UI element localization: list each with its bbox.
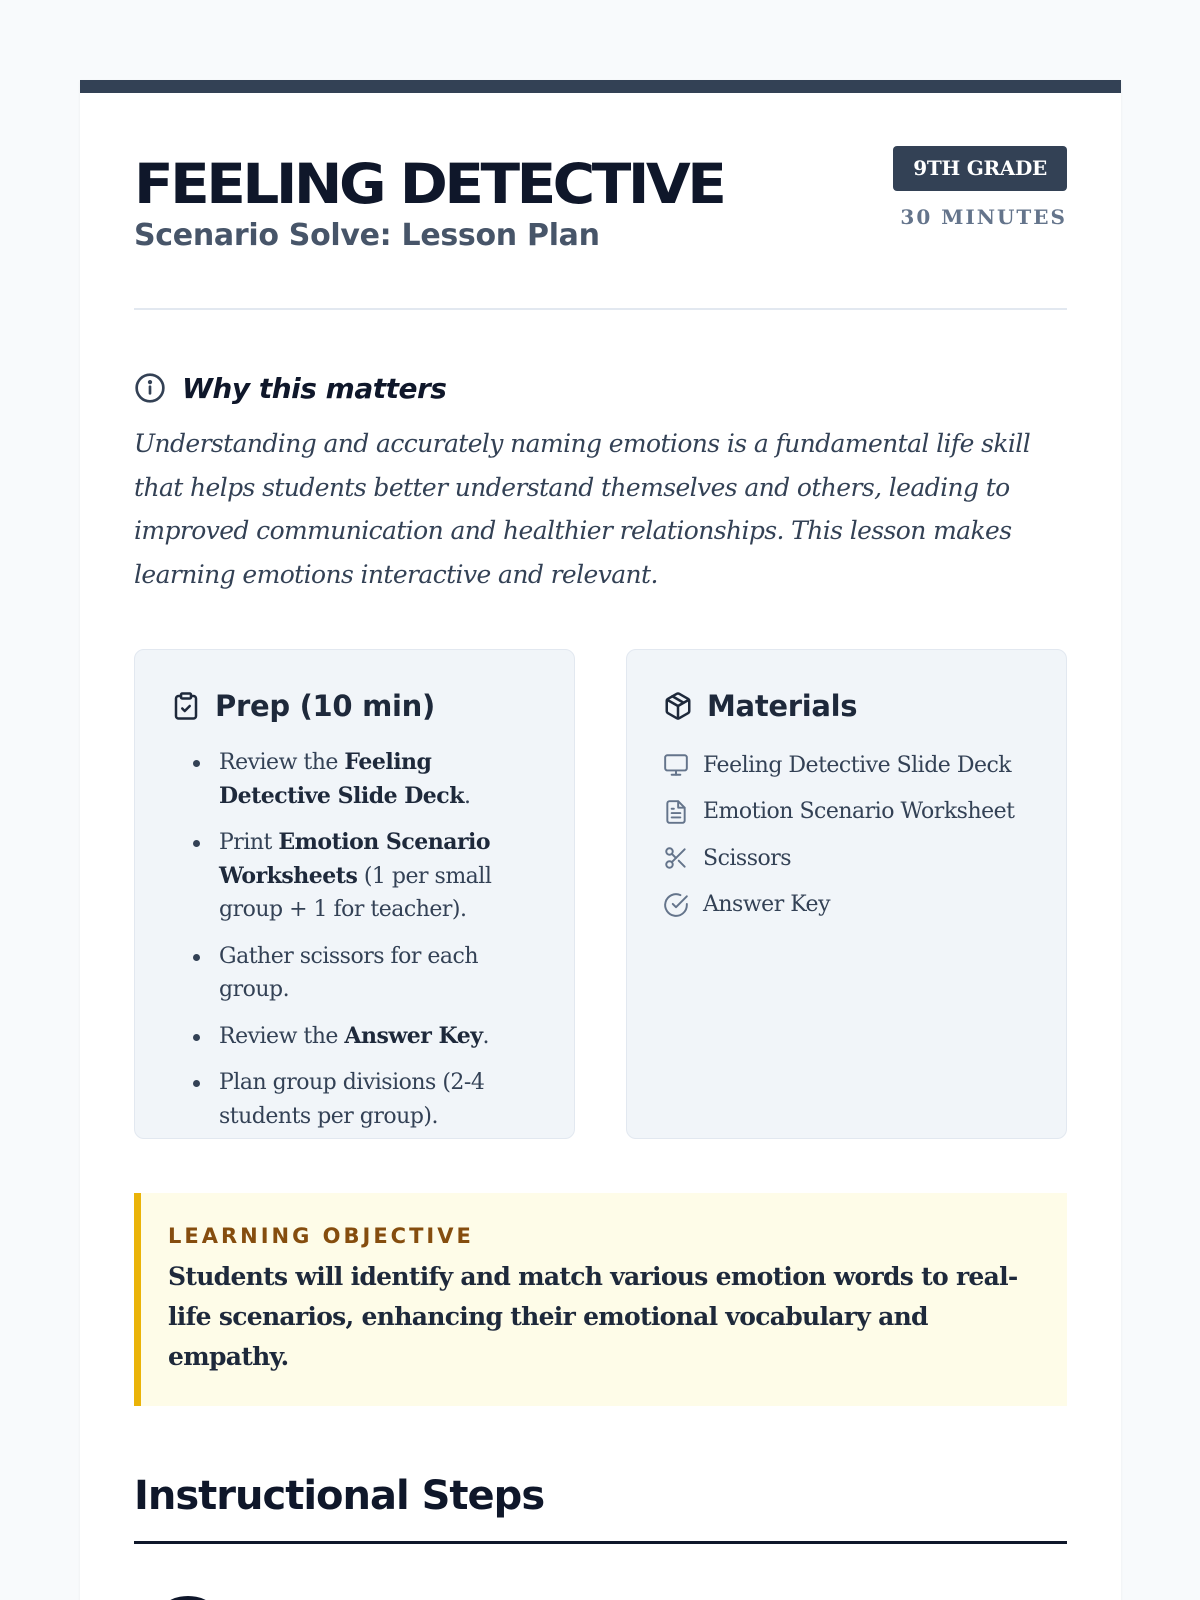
lesson-plan-page bbox=[80, 80, 1121, 1600]
prep-list bbox=[171, 746, 538, 1133]
why-section bbox=[134, 368, 1067, 596]
prep-item-bold: Feeling Detective Slide Deck bbox=[219, 749, 464, 809]
prep-item-pre: Review the bbox=[219, 1023, 345, 1049]
prep-item bbox=[195, 1020, 538, 1054]
package-icon bbox=[663, 691, 693, 721]
materials-list bbox=[663, 748, 1030, 922]
material-item bbox=[663, 748, 1030, 782]
prep-item-pre: Gather scissors for each group. bbox=[219, 943, 479, 1002]
prep-title: Prep (10 min) bbox=[215, 689, 435, 723]
step-number-badge bbox=[146, 1596, 230, 1600]
clipboard-check-icon bbox=[171, 691, 201, 721]
why-body: Understanding and accurately naming emotions is a fundamental life skill that helps students better understand themselves and others, leading to improved communication and healthier relationships. This lesson makes learning emotions interactive and relevant. bbox=[134, 429, 1031, 589]
grade-badge: 9TH GRADE bbox=[893, 146, 1067, 191]
instructional-steps-title: Instructional Steps bbox=[134, 1470, 1067, 1544]
prep-item bbox=[195, 746, 538, 813]
prep-item-post: . bbox=[482, 1023, 489, 1049]
prep-item bbox=[195, 940, 538, 1007]
prep-item-pre: Plan group divisions (2-4 students per group). bbox=[219, 1070, 485, 1129]
check-circle-icon bbox=[663, 892, 689, 918]
material-item bbox=[663, 795, 1030, 829]
lesson-subtitle: Scenario Solve: Lesson Plan bbox=[134, 218, 600, 253]
learning-objective bbox=[134, 1193, 1067, 1406]
prep-item-post: (1 per small group + 1 for teacher). bbox=[219, 863, 492, 922]
prep-item-bold: Emotion Scenario Worksheets bbox=[219, 829, 491, 889]
prep-item bbox=[195, 1066, 538, 1133]
info-cards bbox=[134, 649, 1067, 1139]
material-item bbox=[663, 841, 1030, 875]
prep-item-pre: Print bbox=[219, 830, 279, 855]
materials-card bbox=[626, 649, 1067, 1139]
material-label: Answer Key bbox=[703, 892, 830, 917]
material-label: Scissors bbox=[703, 845, 792, 871]
objective-label: LEARNING OBJECTIVE bbox=[168, 1224, 474, 1248]
objective-text: Students will identify and match various emotion words to real-life scenarios, enhancing their emotional vocabulary and empathy. bbox=[168, 1262, 1018, 1371]
why-title: Why this matters bbox=[182, 371, 447, 405]
lesson-title: FEELING DETECTIVE bbox=[134, 151, 724, 217]
material-item bbox=[663, 888, 1030, 922]
lesson-header bbox=[134, 93, 1067, 310]
duration-label: 30 MINUTES bbox=[900, 205, 1067, 229]
material-label: Feeling Detective Slide Deck bbox=[703, 752, 1012, 778]
info-icon bbox=[134, 372, 166, 404]
step-list bbox=[134, 1544, 1067, 1600]
materials-title: Materials bbox=[707, 689, 858, 723]
scissors-icon bbox=[663, 845, 689, 871]
monitor-icon bbox=[663, 752, 689, 778]
prep-card bbox=[134, 649, 575, 1139]
prep-item-bold: Answer Key bbox=[344, 1022, 483, 1049]
document-icon bbox=[663, 799, 689, 825]
prep-item-pre: Review the bbox=[219, 750, 345, 775]
material-label: Emotion Scenario Worksheet bbox=[703, 799, 1015, 824]
prep-item-post: . bbox=[463, 783, 471, 809]
prep-item bbox=[195, 826, 538, 927]
